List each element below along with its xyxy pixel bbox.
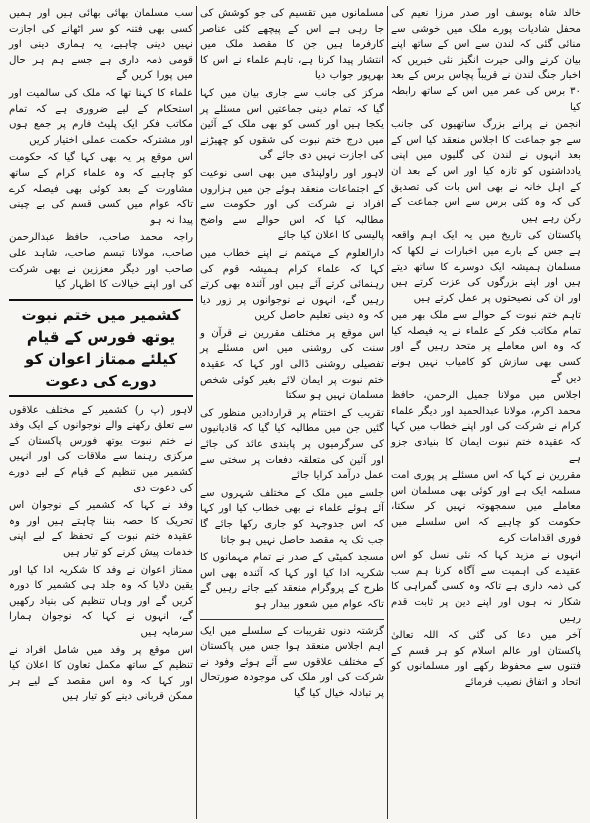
article-paragraph: سب مسلمان بھائی بھائی ہیں اور ہمیں کسی بھی فتنہ کو سر اٹھانے کی اجازت نہیں دینی چاہیے، یہ ہماری دینی اور قومی ذمہ داری ہے جسے ہم ہر حال میں پورا کریں گے: [9, 8, 193, 82]
news-headline: [9, 299, 193, 397]
section-divider: [200, 619, 384, 620]
article-paragraph: لاہور اور راولپنڈی میں بھی اسی نوعیت کے اجتماعات منعقد ہوئے جن میں ہزاروں افراد نے شرکت کی اور حکومت سے مطالبہ کیا کہ اس حوالے سے واضح پالیسی کا اعلان کیا جائے: [200, 167, 384, 242]
article-paragraph: خالد شاہ یوسف اور صدر مرزا نعیم کی محفل شادیات پورے ملک میں خوشی سے منائی گئی کہ لندن سے اس کے ساتھ اپنے بیان کرنے والی حیرت انگیز نئی خبریں کہ اخبار جنگ لندن نے قریباً پچاس برس کے بعد ۳۰ برس کی عمر میں اس کے ساتھ رابطہ کیا: [391, 8, 581, 113]
article-paragraph: اس موقع پر مختلف مقررین نے قرآن و سنت کی روشنی میں اس مسئلے پر تفصیلی روشنی ڈالی اور کہا کہ عقیدہ ختم نبوت پر ایمان لائے بغیر کوئی شخص مسلمان نہیں ہو سکتا: [200, 327, 384, 402]
article-paragraph: دارالعلوم کے مہتمم نے اپنے خطاب میں کہا کہ علماء کرام ہمیشہ قوم کی رہنمائی کرتے آئے ہیں اور آئندہ بھی کرتے رہیں گے، انہوں نے نوجوانوں پر زور دیا کہ وہ دینی تعلیم حاصل کریں: [200, 247, 384, 322]
article-paragraph: مرکز کی جانب سے جاری بیان میں کہا گیا کہ تمام دینی جماعتیں اس مسئلے پر یکجا ہیں اور کسی کو بھی ملک کے آئین میں درج ختم نبوت کی شقوں کو چھیڑنے کی اجازت نہیں دی جائے گی: [200, 87, 384, 162]
article-paragraph: اس موقع پر یہ بھی کہا گیا کہ حکومت کو چاہیے کہ وہ علماء کرام کے ساتھ مشاورت کے بعد کوئی بھی فیصلہ کرے تاکہ عوام میں کسی قسم کی بے چینی پیدا نہ ہو: [9, 152, 193, 226]
article-paragraph: مسجد کمیٹی کے صدر نے تمام مہمانوں کا شکریہ ادا کیا اور کہا کہ آئندہ بھی اس طرح کے پروگرام منعقد کیے جاتے رہیں گے تاکہ عوام میں شعور بیدار ہو: [200, 552, 384, 610]
article-paragraph: انہوں نے مزید کہا کہ نئی نسل کو اس عقیدے کی اہمیت سے آگاہ کرنا ہم سب کی ذمہ داری ہے تاکہ وہ کسی گمراہی کا شکار نہ ہوں اور اپنے دین پر ثابت قدم رہیں: [391, 550, 581, 624]
news-paragraph: لاہور (پ ر) کشمیر کے مختلف علاقوں سے تعلق رکھنے والے نوجوانوں کے ایک وفد نے ختم نبوت یوتھ فورس پاکستان کے مرکزی رہنما سے ملاقات کی اور انہیں کشمیر میں تنظیم کے قیام کے لیے دورے کی دعوت دی: [9, 404, 193, 494]
middle-column: [196, 6, 388, 819]
news-paragraph: وفد نے کہا کہ کشمیر کے نوجوان اس تحریک کا حصہ بننا چاہتے ہیں اور وہ عقیدہ ختم نبوت کے تحفظ کے لیے اپنی خدمات پیش کرنے کو تیار ہیں: [9, 500, 193, 559]
article-paragraph: پاکستان کی تاریخ میں یہ ایک اہم واقعہ ہے جس کے بارے میں اخبارات نے لکھا کہ مسلمان ہمیشہ ایک دوسرے کا ساتھ دیتے ہیں اور اپنے بزرگوں کی عزت کرتے ہیں اور ان کی نصیحتوں پر عمل کرتے ہیں: [391, 230, 581, 304]
article-paragraph: مقررین نے کہا کہ اس مسئلے پر پوری امت مسلمہ ایک ہے اور کوئی بھی مسلمان اس معاملے میں سمجھوتہ نہیں کر سکتا، حکومت کو چاہیے کہ اس سلسلے میں فوری اقدامات کرے: [391, 470, 581, 544]
closing-paragraph: گزشتہ دنوں تقریبات کے سلسلے میں ایک اہم اجلاس منعقد ہوا جس میں پاکستان کے مختلف علاقوں سے آئے ہوئے وفود نے شرکت کی اور ملک کی موجودہ صورتحال پر تبادلہ خیال کیا گیا: [200, 625, 384, 699]
news-paragraph: ممتاز اعوان نے وفد کا شکریہ ادا کیا اور یقین دلایا کہ وہ جلد ہی کشمیر کا دورہ کریں گے اور وہاں تنظیم کی بنیاد رکھیں گے، انہوں نے کہا کہ نوجوان ہمارا سرمایہ ہیں: [9, 564, 193, 638]
article-paragraph: اجلاس میں مولانا جمیل الرحمن، حافظ محمد اکرم، مولانا عبدالحمید اور دیگر علماء کرام نے شرکت کی اور اپنے خطاب میں کہا کہ عقیدہ ختم نبوت ایمان کا بنیادی جزو ہے: [391, 390, 581, 464]
text-columns: [6, 6, 584, 819]
headline-line-1: کشمیر میں ختم نبوت یوتھ فورس کے قیام: [21, 305, 181, 346]
left-column: [6, 6, 196, 819]
right-column: [388, 6, 584, 819]
article-paragraph: راجہ محمد صاحب، حافظ عبدالرحمن صاحب، مولانا تبسم صاحب، شاہد علی صاحب اور دیگر معززین نے بھی شرکت کی اور اپنے خیالات کا اظہار کیا: [9, 232, 193, 291]
headline-line-2: کیلئے ممتاز اعوان کو دورے کی دعوت: [24, 349, 178, 390]
article-paragraph: انجمن نے پرانے بزرگ ساتھیوں کی جانب سے جو جماعت کا اجلاس منعقد کیا اس کے بعد انہوں نے لندن کی گلیوں میں اپنی یادداشتوں کو تازہ کیا اور اس کے بعد ان کے اہل خانہ نے بھی اس بات کی تصدیق کی کہ وہ کئی برس سے اس جماعت کے رکن رہے ہیں: [391, 119, 581, 224]
article-paragraph: تاہم ختم نبوت کے حوالے سے ملک بھر میں تمام مکاتب فکر کے علماء نے یہ فیصلہ کیا کہ وہ اس معاملے پر متحد رہیں گے اور کسی بھی سازش کو کامیاب نہیں ہونے دیں گے: [391, 310, 581, 384]
article-paragraph: جلسے میں ملک کے مختلف شہروں سے آئے ہوئے علماء نے بھی خطاب کیا اور کہا کہ اس جدوجہد کو جاری رکھا جائے گا جب تک یہ مقصد حاصل نہیں ہو جاتا: [200, 487, 384, 546]
article-paragraph: علماء کا کہنا تھا کہ ملک کی سالمیت اور استحکام کے لیے ضروری ہے کہ تمام مکاتب فکر ایک پلیٹ فارم پر جمع ہوں اور مشترکہ حکمت عملی اختیار کریں: [9, 87, 193, 146]
article-paragraph: تقریب کے اختتام پر قراردادیں منظور کی گئیں جن میں مطالبہ کیا گیا کہ قادیانیوں کی سرگرمیوں پر پابندی عائد کی جائے اور آئین کی متعلقہ دفعات پر سختی سے عمل درآمد کرایا جائے: [200, 407, 384, 482]
article-paragraph: آخر میں دعا کی گئی کہ اللہ تعالیٰ پاکستان اور عالم اسلام کو ہر قسم کے فتنوں سے محفوظ رکھے اور مسلمانوں کو اتحاد و اتفاق نصیب فرمائے: [391, 630, 581, 688]
article-paragraph: مسلمانوں میں تقسیم کی جو کوشش کی جا رہی ہے اس کے پیچھے کئی عناصر کارفرما ہیں جن کا مقصد ملک میں انتشار پیدا کرنا ہے، تاہم علماء نے اس کا بھرپور جواب دیا: [200, 8, 384, 82]
news-paragraph: اس موقع پر وفد میں شامل افراد نے تنظیم کے ساتھ مکمل تعاون کا اعلان کیا اور کہا کہ وہ اس مقصد کے لیے ہر ممکن قربانی دینے کو تیار ہیں: [9, 644, 193, 703]
